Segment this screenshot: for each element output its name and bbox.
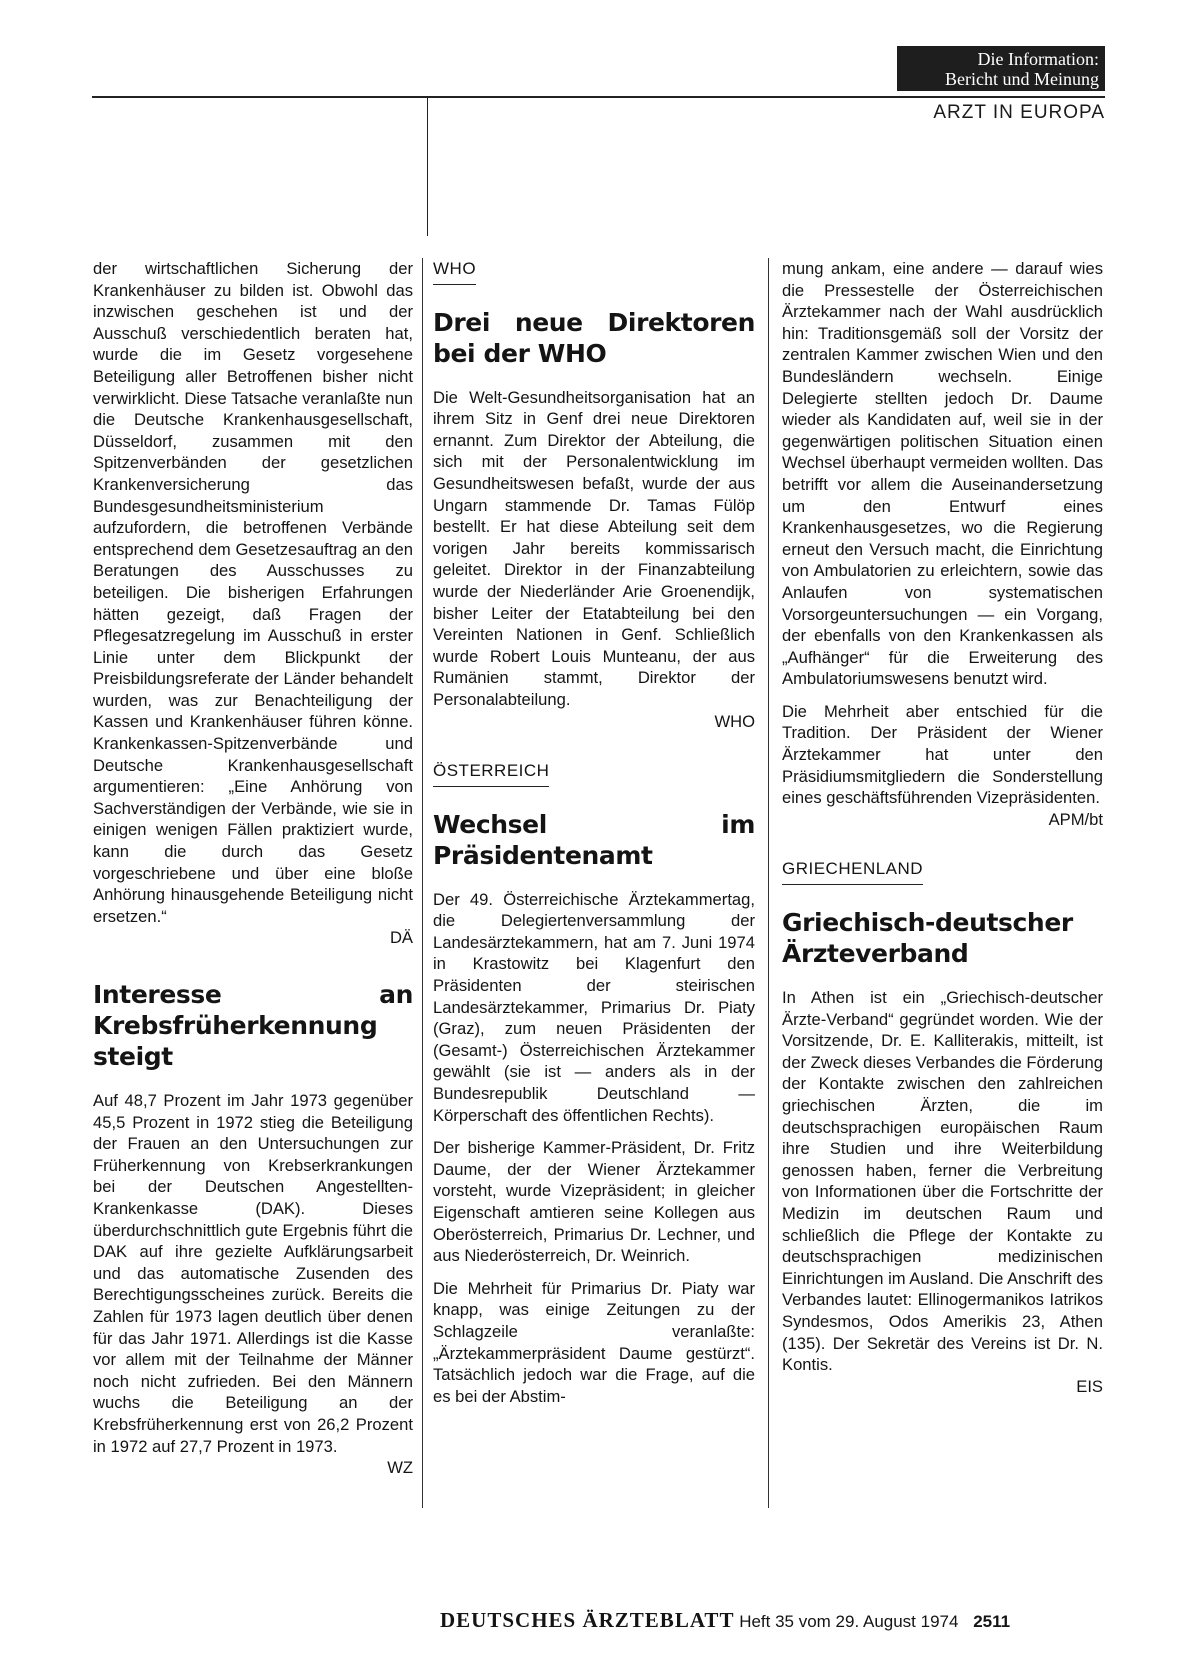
column-2 bbox=[433, 258, 755, 1588]
column-divider bbox=[768, 258, 769, 1508]
author-signature: EIS bbox=[1076, 1376, 1103, 1396]
article-headline: Drei neue Direktoren bei der WHO bbox=[433, 307, 755, 368]
article-paragraph: Die Welt-Gesundheitsorganisation hat an ihrem Sitz in Genf drei neue Direktoren ernannt. Zum Direktor der Abteilung, die sich mit der Personalentwicklung im Gesundheitswesen befaßt, wurde der aus Ungarn stammende Dr. Tamas Fülöp bestellt. Er hat diese Abteilung seit dem vorigen Jahr bereits kommissarisch geleitet. Direktor in der Finanzabteilung wurde der Niederländer Arie Groenendijk, bisher Leiter der Etatabteilung bei den Vereinten Nationen in Genf. Schließlich wurde Robert Louis Munteanu, der aus Rumänien stammt, Direktor der Personalabteilung. bbox=[433, 387, 755, 709]
section-title: ARZT IN EUROPA bbox=[933, 102, 1105, 123]
author-signature: APM/bt bbox=[1048, 809, 1103, 829]
article-paragraph: der wirtschaftlichen Sicherung der Krankenhäuser zu bilden ist. Obwohl das inzwischen geschehen ist und der Ausschuß verschiedentlich beraten hat, wurde die im Gesetz vorgesehene Beteiligung aller Betroffenen bisher nicht verwirklicht. Diese Tatsache veranlaßte nun die Deutsche Krankenhausgesellschaft, Düsseldorf, zusammen mit den Spitzenverbänden der gesetzlichen Krankenversicherung das Bundesgesundheitsministerium aufzufordern, die betroffenen Verbände entsprechend dem Gesetzesauftrag an den Beratungen des Ausschusses zu beteiligen. Die bisherigen Erfahrungen hätten gezeigt, daß Fragen der Pflegesatzregelung im Ausschuß in erster Linie unter dem Blickpunkt der Preisbildungsreferate der Länder behandelt wurden, was zur Benachteiligung der Kassen und Krankenhäuser führen könne. Krankenkassen-Spitzenverbände und Deutsche Krankenhausgesellschaft argumentieren: „Eine Anhörung von Sachverständigen der Verbände, wie sie in einigen wenigen Fällen praktiziert wurde, kann die durch das Gesetz vorgeschriebene und über eine bloße Anhörung hinausgehende Beteiligung nicht ersetzen.“ bbox=[93, 259, 413, 926]
rubric-box bbox=[897, 46, 1105, 91]
page-number: 2511 bbox=[973, 1612, 1011, 1631]
column-divider bbox=[422, 258, 423, 1508]
author-signature: WZ bbox=[387, 1458, 413, 1478]
article-paragraph: Auf 48,7 Prozent im Jahr 1973 gegenüber 45,5 Prozent in 1972 stieg die Beteiligung der Frauen an den Untersuchungen zur Früherkennung von Krebserkrankungen bei der Deutschen Angestellten-Krankenkasse (DAK). Dieses überdurchschnittlich gute Ergebnis führt die DAK auf ihre gezielte Aufklärungsarbeit und das automatische Zusenden des Berechtigungsscheines zurück. Bereits die Zahlen für 1973 lagen deutlich über denen für das Jahr 1971. Allerdings ist die Kasse vor allem mit der Teilnahme der Männer noch nicht zufrieden. Bei den Männern wuchs die Beteiligung an der Krebsfrüherkennung erst von 26,2 Prozent in 1972 auf 27,7 Prozent in 1973. bbox=[93, 1091, 413, 1456]
article-paragraph: Die Mehrheit für Primarius Dr. Piaty war knapp, was einige Zeitungen zu der Schlagzeile veranlaßte: „Ärztekammerpräsident Daume gestürzt“. Tatsächlich jedoch war die Frage, auf die es bei der Abstim- bbox=[433, 1278, 755, 1406]
article-paragraph: mung ankam, eine andere — darauf wies die Pressestelle der Österreichischen Ärztekammer nach der Wahl ausdrücklich hin: Traditionsgemäß soll der Vorsitz der zentralen Kammer zwischen Wien und den Bundesländern wechseln. Einige Delegierte stellten jedoch Dr. Daume wieder als Kandidaten auf, weil sie in der gegenwärtigen politischen Situation einen Wechsel überhaupt vermeiden wollten. Das betrifft vor allem die Auseinandersetzung um den Entwurf eines Krankenhausgesetzes, wo die Regierung erneut den Versuch macht, die Einrichtung von Ambulatorien zu erleichtern, sowie das Anlaufen von systematischen Vorsorgeuntersuchungen — ein Vorgang, der ebenfalls von den Krankenkassen als „Aufhänger“ für die Erweiterung des Ambulatoriumswesens benutzt wird. bbox=[782, 259, 1103, 689]
article-paragraph: In Athen ist ein „Griechisch-deutscher Ärzte-Verband“ gegründet worden. Wie der Vorsitzende, Dr. E. Kalliterakis, mitteilt, ist der Zweck dieses Verbandes die Förderung der Kontakte zwischen den zahlreichen griechischen Ärzten, die im deutschsprachigen europäischen Raum ihre Studien und ihre Weiterbildung genossen haben, ferner die Verbreitung von Informationen über die Fortschritte der Medizin im deutschen Raum und schließlich die Pflege der Kontakte zu deutschsprachigen medizinischen Einrichtungen im Ausland. Die Anschrift des Verbandes lautet: Ellinogermanikos Iatrikos Syndesmos, Odos Amerikis 23, Athen (135). Der Sekretär des Vereins ist Dr. N. Kontis. bbox=[782, 988, 1103, 1375]
author-signature: DÄ bbox=[389, 928, 413, 948]
article-paragraph: Die Mehrheit aber entschied für die Tradition. Der Präsident der Wiener Ärztekammer hat unter den Präsidiumsmitgliedern die Sonderstellung eines geschäftsführenden Vizepräsidenten. bbox=[782, 701, 1103, 808]
column-divider bbox=[427, 96, 428, 236]
issue-info: Heft 35 vom 29. August 1974 bbox=[739, 1612, 959, 1631]
article-paragraph: Der bisherige Kammer-Präsident, Dr. Fritz Daume, der der Wiener Ärztekammer vorsteht, wurde Vizepräsident; in gleicher Eigenschaft amtieren seine Kollegen aus Oberösterreich, Primarius Dr. Lechner, und aus Niederösterreich, Dr. Weinrich. bbox=[433, 1138, 755, 1266]
article-paragraph: Der 49. Österreichische Ärztekammertag, die Delegiertenversammlung der Landesärztekammern, hat am 7. Juni 1974 in Krastowitz bei Klagenfurt den Präsidenten der steirischen Landesärztekammer, Primarius Dr. Piaty (Graz), zum neuen Präsidenten der (Gesamt-) Österreichischen Ärztekammer gewählt (sie ist — anders als in der Bundesrepublik Deutschland — Körperschaft des öffentlichen Rechts). bbox=[433, 889, 755, 1125]
rubric-tag: WHO bbox=[433, 258, 476, 285]
rubric-tag: GRIECHENLAND bbox=[782, 858, 923, 885]
page-footer bbox=[440, 1608, 1105, 1633]
article-headline: Wechsel im Präsidentenamt bbox=[433, 809, 755, 870]
rubric-line-1: Die Information: bbox=[977, 49, 1099, 69]
article-headline: Griechisch-deutscher Ärzteverband bbox=[782, 908, 1073, 969]
column-3 bbox=[782, 258, 1103, 1588]
author-signature: WHO bbox=[714, 711, 755, 731]
header-rule bbox=[427, 96, 1105, 98]
article-headline: Interesse an Krebsfrüherkennung steigt bbox=[93, 980, 413, 1071]
rubric-tag: ÖSTERREICH bbox=[433, 760, 549, 787]
rubric-line-2: Bericht und Meinung bbox=[945, 69, 1099, 89]
column-1 bbox=[93, 258, 413, 1588]
header-rule bbox=[92, 96, 427, 98]
journal-name: DEUTSCHES ÄRZTEBLATT bbox=[440, 1608, 735, 1632]
